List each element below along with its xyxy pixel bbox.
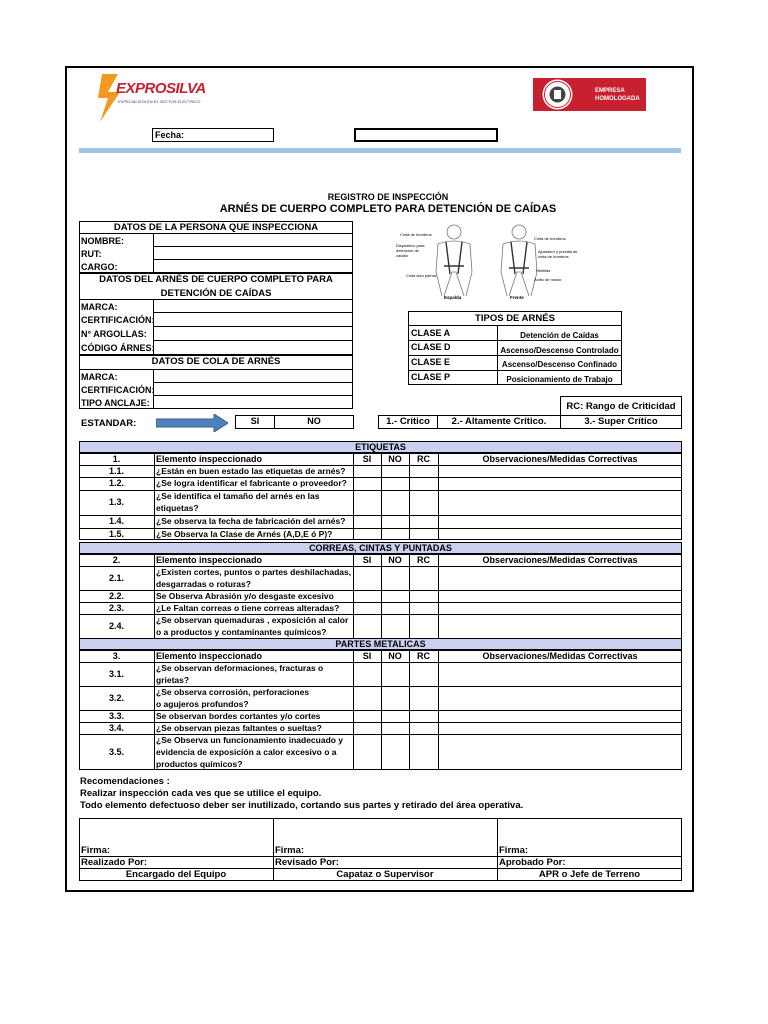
item-question: o agujeros profundos? xyxy=(156,698,249,709)
col-rc-header: RC xyxy=(417,651,430,661)
diagram-label-2: Dispositivo para detención de caídas xyxy=(396,243,425,258)
observation-cell[interactable] xyxy=(439,723,681,733)
col-rc-header: RC xyxy=(417,555,430,565)
check-no[interactable] xyxy=(382,603,408,613)
observation-cell[interactable] xyxy=(439,687,681,709)
diagram-label-4: Ajustador y presilla de cinta de hombros xyxy=(538,249,578,259)
observation-cell[interactable] xyxy=(439,711,681,721)
types-heading: TIPOS DE ARNÉS xyxy=(475,313,555,324)
rc-cell[interactable] xyxy=(410,567,437,589)
signature-role-3: Aprobado Por: xyxy=(499,857,566,868)
harness-diagram xyxy=(392,222,592,302)
certification-badge xyxy=(533,78,646,111)
check-si[interactable] xyxy=(354,723,380,733)
signature-who-3: APR o Jefe de Terreno xyxy=(538,869,641,880)
rc-level-1-label: 1.- Crítico xyxy=(386,416,430,427)
signature-role-1: Realizado Por: xyxy=(81,857,147,868)
lanyard-field-cert: CERTIFICACIÓN: xyxy=(81,385,155,395)
signature-role-2: Revisado Por: xyxy=(275,857,339,868)
col-element-header: Elemento inspeccionado xyxy=(156,555,263,565)
signature-area-1[interactable] xyxy=(80,819,272,843)
fecha-value-field[interactable] xyxy=(354,128,498,142)
item-question: Se Observa Abrasión y/o desgaste excesivo xyxy=(156,590,334,601)
cert-label-2: HOMOLOGADA xyxy=(595,96,640,102)
col-element-header: Elemento inspeccionado xyxy=(156,454,263,464)
harness-input-marca[interactable] xyxy=(154,300,352,312)
col-si-header: SI xyxy=(362,555,372,565)
type-class-a: CLASE A xyxy=(411,328,451,338)
diagram-label-back: Espalda xyxy=(444,295,462,300)
type-class-d: CLASE D xyxy=(411,342,451,352)
harness-heading-line1: DATOS DEL ARNÉS DE CUERPO COMPLETO PARA xyxy=(99,274,333,285)
recommendations-title: Recomendaciones : xyxy=(80,776,170,787)
item-number: 2.3. xyxy=(108,602,124,613)
lanyard-heading: DATOS DE COLA DE ARNÉS xyxy=(151,356,281,367)
check-no[interactable] xyxy=(382,567,408,589)
observation-cell[interactable] xyxy=(439,516,681,527)
type-desc-d: Ascenso/Descenso Controlado xyxy=(500,346,619,355)
item-question: desgarradas o roturas? xyxy=(156,578,251,589)
signature-area-3[interactable] xyxy=(498,819,681,843)
check-si[interactable] xyxy=(354,711,380,721)
type-class-p: CLASE P xyxy=(411,372,451,382)
item-question: ¿Le Faltan correas o tiene correas alteradas? xyxy=(156,602,340,613)
check-no[interactable] xyxy=(382,478,408,489)
col-no-header: NO xyxy=(388,555,402,565)
estandar-si-label: SI xyxy=(250,416,260,426)
diagram-label-5: Hebillas xyxy=(536,268,551,273)
inspector-field-rut: RUT: xyxy=(81,249,102,259)
item-question: evidencia de exposición a calor excesivo o a xyxy=(156,746,337,757)
item-number: 3.1. xyxy=(108,668,124,679)
form-title-line1: REGISTRO DE INSPECCIÓN xyxy=(327,192,449,202)
observation-cell[interactable] xyxy=(439,491,681,514)
col-obs-header: Observaciones/Medidas Correctivas xyxy=(482,555,638,565)
rc-cell[interactable] xyxy=(410,591,437,601)
signature-who-2: Capataz o Supervisor xyxy=(336,869,434,880)
item-question: o a productos y contaminantes químicos? xyxy=(156,627,327,638)
signature-who-1: Encargado del Equipo xyxy=(125,869,227,880)
check-no[interactable] xyxy=(382,591,408,601)
item-number: 3.3. xyxy=(108,710,124,721)
observation-cell[interactable] xyxy=(439,478,681,489)
inspector-field-nombre: NOMBRE: xyxy=(81,236,124,246)
item-question: ¿Se observa la fecha de fabricación del arnés? xyxy=(156,516,346,526)
observation-cell[interactable] xyxy=(439,615,681,638)
signature-firma-1: Firma: xyxy=(81,845,111,856)
observation-cell[interactable] xyxy=(439,529,681,539)
section-number: 2. xyxy=(112,555,121,565)
item-question: grietas? xyxy=(156,674,190,685)
item-question: ¿Se observa corrosión, perforaciones xyxy=(156,686,310,697)
diagram-label-3: Cinta de hombros xyxy=(534,236,566,241)
section-number: 1. xyxy=(112,454,121,464)
item-number: 2.1. xyxy=(108,572,124,583)
inspector-heading: DATOS DE LA PERSONA QUE INSPECCIONA xyxy=(113,222,319,233)
check-no[interactable] xyxy=(382,491,408,514)
form-title-line2: ARNÉS DE CUERPO COMPLETO PARA DETENCIÓN DE CAÍDAS xyxy=(219,203,557,215)
check-si[interactable] xyxy=(354,603,380,613)
type-desc-a: Detención de Caídas xyxy=(520,331,599,340)
check-no[interactable] xyxy=(382,735,408,769)
diagram-label-front: Frente xyxy=(510,295,524,300)
harness-input-cert[interactable] xyxy=(154,313,352,326)
observation-cell[interactable] xyxy=(439,663,681,685)
type-desc-e: Ascenso/Descenso Confinado xyxy=(501,360,618,369)
section-title: PARTES METALICAS xyxy=(79,638,682,650)
header-divider xyxy=(79,148,681,153)
check-si[interactable] xyxy=(354,478,380,489)
item-question: ¿Existen cortes, puntos o partes deshilachadas, xyxy=(156,566,352,577)
inspector-field-cargo: CARGO: xyxy=(81,262,118,272)
observation-cell[interactable] xyxy=(439,591,681,601)
check-si[interactable] xyxy=(354,591,380,601)
item-question: ¿Se identifica el tamaño del arnés en las xyxy=(156,490,320,501)
rc-cell[interactable] xyxy=(410,516,437,527)
observation-cell[interactable] xyxy=(439,466,681,476)
rc-cell[interactable] xyxy=(410,491,437,514)
section-title: ETIQUETAS xyxy=(79,441,682,453)
certification-seal-icon xyxy=(541,78,574,111)
harness-input-codigo[interactable] xyxy=(154,341,352,354)
rc-cell[interactable] xyxy=(410,478,437,489)
cert-label-1: EMPRESA xyxy=(595,88,625,94)
item-number: 3.2. xyxy=(108,692,124,703)
fecha-field[interactable] xyxy=(152,128,274,142)
check-no[interactable] xyxy=(382,516,408,527)
diagram-label-6: Cinta lazo pierna xyxy=(406,273,437,278)
harness-input-argollas[interactable] xyxy=(154,327,352,340)
inspector-input-cargo[interactable] xyxy=(154,260,352,272)
rc-title: RC: Rango de Criticidad xyxy=(566,401,676,412)
logo-name: EXPROSILVA xyxy=(116,80,206,97)
rc-cell[interactable] xyxy=(410,663,437,685)
check-si[interactable] xyxy=(354,615,380,638)
check-no[interactable] xyxy=(382,466,408,476)
check-no[interactable] xyxy=(382,529,408,539)
rc-cell[interactable] xyxy=(410,687,437,709)
item-question: ¿Se observan piezas faltantes o sueltas? xyxy=(156,722,322,733)
inspector-input-rut[interactable] xyxy=(154,247,352,259)
observation-cell[interactable] xyxy=(439,603,681,613)
item-number: 1.4. xyxy=(108,516,124,526)
lanyard-field-marca: MARCA: xyxy=(81,372,118,382)
check-no[interactable] xyxy=(382,711,408,721)
check-si[interactable] xyxy=(354,491,380,514)
col-obs-header: Observaciones/Medidas Correctivas xyxy=(482,651,638,661)
lanyard-field-anclaje: TIPO ANCLAJE: xyxy=(81,398,150,408)
check-si[interactable] xyxy=(354,516,380,527)
check-no[interactable] xyxy=(382,687,408,709)
item-number: 3.4. xyxy=(108,722,124,733)
item-number: 1.1. xyxy=(108,465,124,476)
harness-field-marca: MARCA: xyxy=(81,302,118,312)
diagram-label-1: Cinta de hombros xyxy=(400,232,432,237)
harness-field-cert: CERTIFICACIÓN: xyxy=(81,315,155,325)
col-si-header: SI xyxy=(362,454,372,464)
item-number: 1.5. xyxy=(108,528,124,539)
item-question: ¿Se observan quemaduras , exposición al calor xyxy=(156,614,349,625)
recommendation-line-2: Todo elemento defectuoso deber ser inutilizado, cortando sus partes y retirado del área operativa. xyxy=(80,800,524,811)
harness-field-argollas: N° ARGOLLAS: xyxy=(81,329,147,339)
signature-area-2[interactable] xyxy=(274,819,496,843)
rc-cell[interactable] xyxy=(410,711,437,721)
item-number: 1.3. xyxy=(108,497,124,507)
arrow-right-icon xyxy=(156,414,228,432)
col-no-header: NO xyxy=(388,454,402,464)
observation-cell[interactable] xyxy=(439,567,681,589)
check-si[interactable] xyxy=(354,529,380,539)
rc-cell[interactable] xyxy=(410,735,437,769)
section-number: 3. xyxy=(112,651,121,661)
check-si[interactable] xyxy=(354,663,380,685)
observation-cell[interactable] xyxy=(439,735,681,769)
rc-cell[interactable] xyxy=(410,603,437,613)
fecha-label: Fecha: xyxy=(155,130,185,140)
item-question: ¿Se observan deformaciones, fracturas o xyxy=(156,662,324,673)
col-obs-header: Observaciones/Medidas Correctivas xyxy=(482,454,638,464)
rc-level-3-label: 3.- Super Crítico xyxy=(584,416,658,427)
item-question: ¿Se Observa un funcionamiento inadecuado y xyxy=(156,734,344,745)
check-no[interactable] xyxy=(382,615,408,638)
item-question: ¿Se Observa la Clase de Arnés (A,D,E ó P)? xyxy=(156,528,333,539)
logo-tagline: ESPECIALISTA EN EL SECTOR ELÉCTRICO xyxy=(118,99,201,104)
inspector-input-nombre[interactable] xyxy=(154,234,352,246)
lanyard-input-cert[interactable] xyxy=(154,383,352,395)
type-desc-p: Posicionamiento de Trabajo xyxy=(506,375,613,384)
rc-cell[interactable] xyxy=(410,615,437,638)
signature-firma-2: Firma: xyxy=(275,845,305,856)
lanyard-input-marca[interactable] xyxy=(154,370,352,382)
diagram-label-7: Anillo de muslo xyxy=(534,277,562,282)
rc-level-2-label: 2.- Altamente Crítico. xyxy=(451,416,547,427)
estandar-label: ESTANDAR: xyxy=(81,418,137,429)
type-class-e: CLASE E xyxy=(411,357,451,367)
col-si-header: SI xyxy=(362,651,372,661)
check-no[interactable] xyxy=(382,723,408,733)
item-question: ¿Se logra identificar el fabricante o proveedor? xyxy=(156,478,347,488)
estandar-no-label: NO xyxy=(307,416,321,426)
item-question: ¿Están en buen estado las etiquetas de arnés? xyxy=(156,465,346,476)
check-si[interactable] xyxy=(354,735,380,769)
signature-firma-3: Firma: xyxy=(499,845,529,856)
item-question: productos químicos? xyxy=(156,758,243,769)
item-number: 2.2. xyxy=(108,590,124,601)
rc-cell[interactable] xyxy=(410,529,437,539)
col-rc-header: RC xyxy=(417,454,430,464)
lanyard-input-anclaje[interactable] xyxy=(154,396,352,408)
item-question: Se observan bordes cortantes y/o cortes xyxy=(156,710,321,721)
check-no[interactable] xyxy=(382,663,408,685)
rc-cell[interactable] xyxy=(410,723,437,733)
recommendation-line-1: Realizar inspección cada ves que se utilice el equipo. xyxy=(80,788,322,799)
check-si[interactable] xyxy=(354,466,380,476)
rc-cell[interactable] xyxy=(410,466,437,476)
section-title: CORREAS, CINTAS Y PUNTADAS xyxy=(79,542,682,554)
company-logo xyxy=(96,74,216,122)
item-number: 2.4. xyxy=(108,621,124,631)
item-number: 3.5. xyxy=(108,746,124,757)
harness-heading-line2: DETENCIÓN DE CAÍDAS xyxy=(160,288,272,299)
check-si[interactable] xyxy=(354,687,380,709)
col-element-header: Elemento inspeccionado xyxy=(156,651,263,661)
item-number: 1.2. xyxy=(108,478,124,488)
item-question: etiquetas? xyxy=(156,503,199,514)
harness-field-codigo: CÓDIGO ÁRNES: xyxy=(81,343,155,353)
col-no-header: NO xyxy=(388,651,402,661)
check-si[interactable] xyxy=(354,567,380,589)
